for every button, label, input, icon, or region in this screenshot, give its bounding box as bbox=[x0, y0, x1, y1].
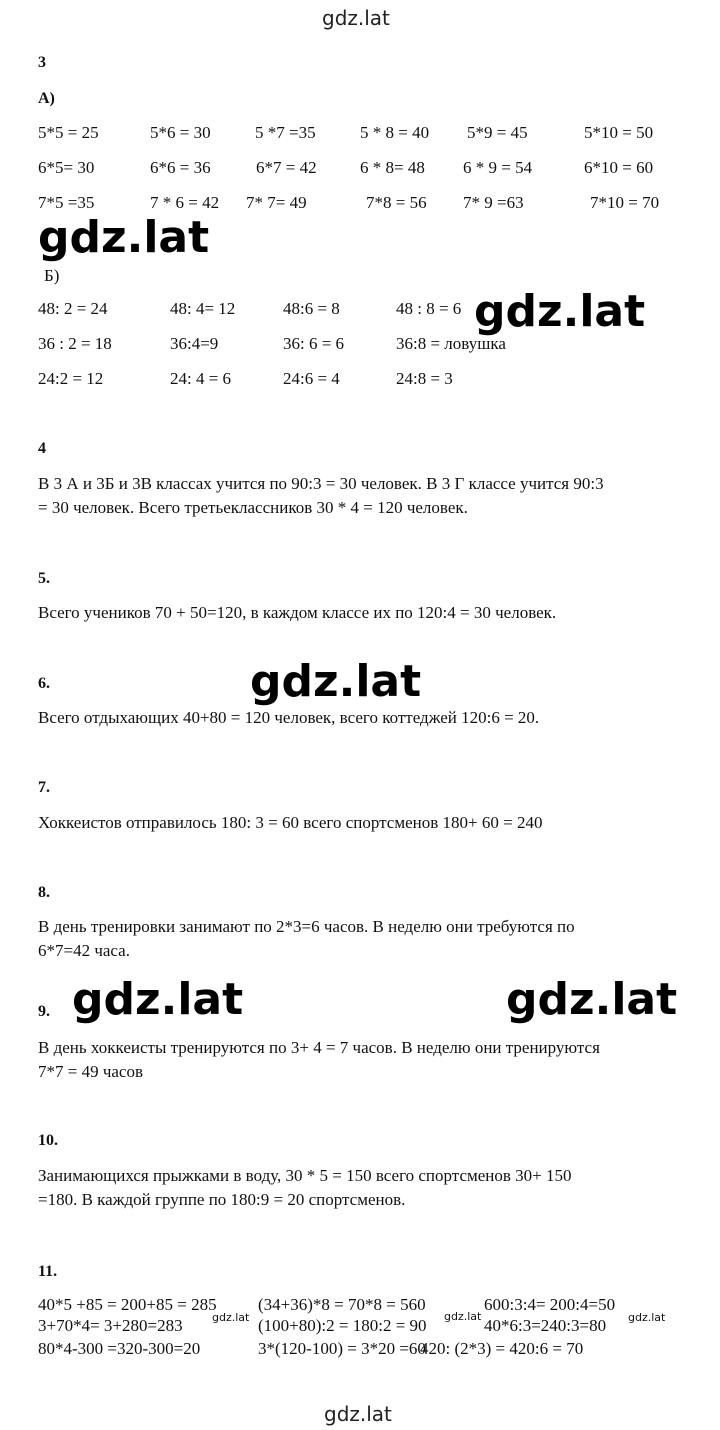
cell: 7*10 = 70 bbox=[590, 193, 660, 212]
text-line: В день тренировки занимают по 2*3=6 часов. В неделю они требуются по bbox=[38, 917, 575, 936]
cell: 24:6 = 4 bbox=[283, 369, 340, 388]
cell: 5*6 = 30 bbox=[150, 123, 211, 142]
cell: 48: 4= 12 bbox=[170, 299, 236, 318]
text-line: 7*7 = 49 часов bbox=[38, 1062, 144, 1081]
header-watermark: gdz.lat bbox=[322, 6, 390, 30]
watermark-large-3: gdz.lat bbox=[250, 656, 422, 707]
cell: 5 * 8 = 40 bbox=[360, 123, 430, 142]
cell: 7 * 6 = 42 bbox=[150, 193, 220, 212]
cell: 36: 6 = 6 bbox=[283, 334, 345, 353]
task3-part-b-label: Б) bbox=[44, 266, 60, 285]
task9-number: 9. bbox=[38, 1003, 50, 1020]
task11-number: 11. bbox=[38, 1263, 58, 1280]
watermark-tiny-3: gdz.lat bbox=[628, 1311, 666, 1324]
cell: 5*5 = 25 bbox=[38, 123, 99, 142]
text-line: = 30 человек. Всего третьеклассников 30 * 4 = 120 человек. bbox=[38, 498, 468, 517]
text-line: Всего отдыхающих 40+80 = 120 человек, всего коттеджей 120:6 = 20. bbox=[38, 708, 540, 727]
watermark-large-4: gdz.lat bbox=[72, 974, 244, 1025]
cell: 7* 7= 49 bbox=[246, 193, 307, 212]
watermark-tiny-2: gdz.lat bbox=[444, 1310, 482, 1323]
text-line: В 3 А и 3Б и 3В классах учится по 90:3 = 30 человек. В 3 Г классе учится 90:3 bbox=[38, 474, 604, 493]
cell: 36:4=9 bbox=[170, 334, 219, 353]
cell: 36:8 = ловушка bbox=[396, 334, 506, 353]
text-line: =180. В каждой группе по 180:9 = 20 спортсменов. bbox=[38, 1190, 406, 1209]
cell: 6 * 8= 48 bbox=[360, 158, 425, 177]
cell: 6*10 = 60 bbox=[584, 158, 654, 177]
text-line: В день хоккеисты тренируются по 3+ 4 = 7 часов. В неделю они тренируются bbox=[38, 1038, 600, 1057]
watermark-large-1: gdz.lat bbox=[38, 212, 210, 263]
watermark-large-5: gdz.lat bbox=[506, 974, 678, 1025]
footer-watermark: gdz.lat bbox=[324, 1402, 392, 1426]
text-line: 6*7=42 часа. bbox=[38, 941, 130, 960]
cell: 5*10 = 50 bbox=[584, 123, 654, 142]
task3-part-a-label: А) bbox=[38, 90, 55, 107]
task9-text bbox=[38, 1036, 600, 1084]
cell: (34+36)*8 = 70*8 = 560 bbox=[258, 1295, 426, 1314]
cell: 6*7 = 42 bbox=[256, 158, 317, 177]
text-line: Всего учеников 70 + 50=120, в каждом классе их по 120:4 = 30 человек. bbox=[38, 603, 557, 622]
watermark-tiny-1: gdz.lat bbox=[212, 1311, 250, 1324]
cell: 48: 2 = 24 bbox=[38, 299, 108, 318]
cell: 7* 9 =63 bbox=[463, 193, 524, 212]
cell: 40*5 +85 = 200+85 = 285 bbox=[38, 1295, 217, 1314]
task6-number: 6. bbox=[38, 675, 50, 692]
cell: 48:6 = 8 bbox=[283, 299, 340, 318]
cell: 24:8 = 3 bbox=[396, 369, 453, 388]
cell: 40*6:3=240:3=80 bbox=[484, 1316, 607, 1335]
cell: 24:2 = 12 bbox=[38, 369, 104, 388]
task7-text bbox=[38, 811, 542, 835]
task4-text bbox=[38, 472, 604, 520]
task5-text bbox=[38, 601, 556, 625]
cell: 3*(120-100) = 3*20 =60 bbox=[258, 1339, 426, 1358]
task10-number: 10. bbox=[38, 1132, 58, 1149]
watermark-large-2: gdz.lat bbox=[474, 286, 646, 337]
text-line: Хоккеистов отправилось 180: 3 = 60 всего спортсменов 180+ 60 = 240 bbox=[38, 813, 543, 832]
cell: 5 *7 =35 bbox=[255, 123, 316, 142]
cell: 80*4-300 =320-300=20 bbox=[38, 1339, 201, 1358]
cell: (100+80):2 = 180:2 = 90 bbox=[258, 1316, 427, 1335]
task8-text bbox=[38, 915, 575, 963]
cell: 600:3:4= 200:4=50 bbox=[484, 1295, 616, 1314]
cell: 420: (2*3) = 420:6 = 70 bbox=[420, 1339, 584, 1358]
cell: 6 * 9 = 54 bbox=[463, 158, 533, 177]
cell: 36 : 2 = 18 bbox=[38, 334, 112, 353]
cell: 7*8 = 56 bbox=[366, 193, 427, 212]
task7-number: 7. bbox=[38, 779, 50, 796]
text-line: Занимающихся прыжками в воду, 30 * 5 = 150 всего спортсменов 30+ 150 bbox=[38, 1166, 572, 1185]
task10-text bbox=[38, 1164, 572, 1212]
cell: 7*5 =35 bbox=[38, 193, 95, 212]
cell: 3+70*4= 3+280=283 bbox=[38, 1316, 183, 1335]
task4-number: 4 bbox=[38, 440, 46, 457]
cell: 24: 4 = 6 bbox=[170, 369, 232, 388]
task6-text bbox=[38, 706, 539, 730]
cell: 5*9 = 45 bbox=[467, 123, 528, 142]
cell: 6*6 = 36 bbox=[150, 158, 211, 177]
task5-number: 5. bbox=[38, 570, 50, 587]
cell: 48 : 8 = 6 bbox=[396, 299, 462, 318]
task3-number: 3 bbox=[38, 54, 46, 71]
cell: 6*5= 30 bbox=[38, 158, 95, 177]
task8-number: 8. bbox=[38, 884, 50, 901]
